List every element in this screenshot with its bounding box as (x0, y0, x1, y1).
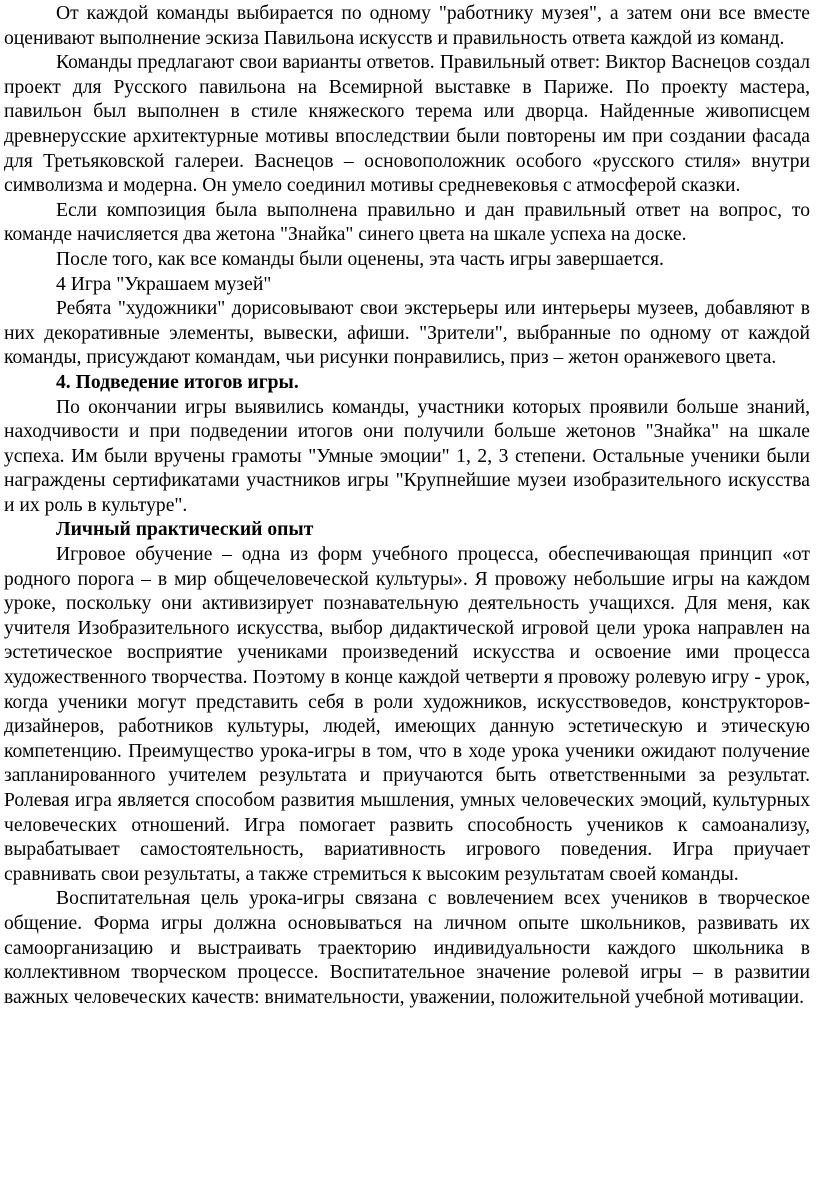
paragraph-game-learning: Игровое обучение – одна из форм учебного процесса, обеспечивающая принцип «от родного порога – в мир общечеловеческой культуры». Я провожу небольшие игры на каждом уроке, поскольку они активизирует познавательную деятельность учащихся. Для меня, как учителя Изобразительного искусства, выбор дидактической игровой цели урока направлен на эстетическое восприятие учениками произведений искусства и освоение ими процесса художественного творчества. Поэтому в конце каждой четверти я провожу ролевую игру - урок, когда ученики могут представить себя в роли художников, искусствоведов, конструкторов-дизайнеров, работников культуры, людей, имеющих данную эстетическую и этическую компетенцию. Преимущество урока-игры в том, что в ходе урока ученики ожидают получение запланированного учителем результата и приучаются быть ответственными за результат. Ролевая игра является способом развития мышления, умных человеческих эмоций, культурных человеческих отношений. Игра помогает развить способность учеников к самоанализу, вырабатывает самостоятельность, вариативность игрового поведения. Игра приучает сравнивать свои результаты, а также стремиться к высоким результатам своей команды. (4, 544, 810, 885)
paragraph-scoring: Если композиция была выполнена правильно и дан правильный ответ на вопрос, то команде начисляется два жетона "Знайка" синего цвета на шкале успеха на доске. (4, 199, 810, 246)
paragraph-part-complete: После того, как все команды были оценены, эта часть игры завершается. (56, 248, 664, 270)
paragraph-game-4-title: 4 Игра "Украшаем музей" (56, 273, 272, 295)
paragraph-decorating: Ребята "художники" дорисовывают свои экстерьеры или интерьеры музеев, добавляют в них декоративные элементы, вывески, афиши. "Зрители", выбранные по одному от каждой команды, присуждают командам, чьи рисунки понравились, приз – жетон оранжевого цвета. (4, 298, 810, 369)
paragraph-educational-goal: Воспитательная цель урока-игры связана с вовлечением всех учеников в творческое общение. Форма игры должна основываться на личном опыте школьников, развивать их самоорганизацию и выстраивать траекторию индивидуальности каждого школьника в коллективном творческом процессе. Воспитательное значение ролевой игры – в развитии важных человеческих качеств: внимательности, уважении, положительной учебной мотивации. (4, 888, 810, 1008)
paragraph-museum-workers: От каждой команды выбирается по одному "работнику музея", а затем они все вместе оценивают выполнение эскиза Павильона искусств и правильность ответа каждой из команд. (4, 3, 810, 49)
section-heading-personal-experience: Личный практический опыт (56, 519, 314, 541)
paragraph-correct-answer: Команды предлагают свои варианты ответов. Правильный ответ: Виктор Васнецов создал проект для Русского павильона на Всемирной выставке в Париже. По проекту мастера, павильон был выполнен в стиле княжеского терема или дворца. Найденные живописцем древнерусские архитектурные мотивы впоследствии были повторены им при создании фасада для Третьяковской галереи. Васнецов – основоположник особого «русского стиля» внутри символизма и модерна. Он умело соединил мотивы средневековья с атмосферой сказки. (4, 52, 810, 197)
paragraph-results: По окончании игры выявились команды, участники которых проявили больше знаний, находчивости и при подведении итогов они получили больше жетонов "Знайка" на шкале успеха. Им были вручены грамоты "Умные эмоции" 1, 2, 3 степени. Остальные ученики были награждены сертификатами участников игры "Крупнейшие музеи изобразительного искусства и их роль в культуре". (4, 396, 810, 516)
section-heading-results: 4. Подведение итогов игры. (56, 371, 299, 393)
